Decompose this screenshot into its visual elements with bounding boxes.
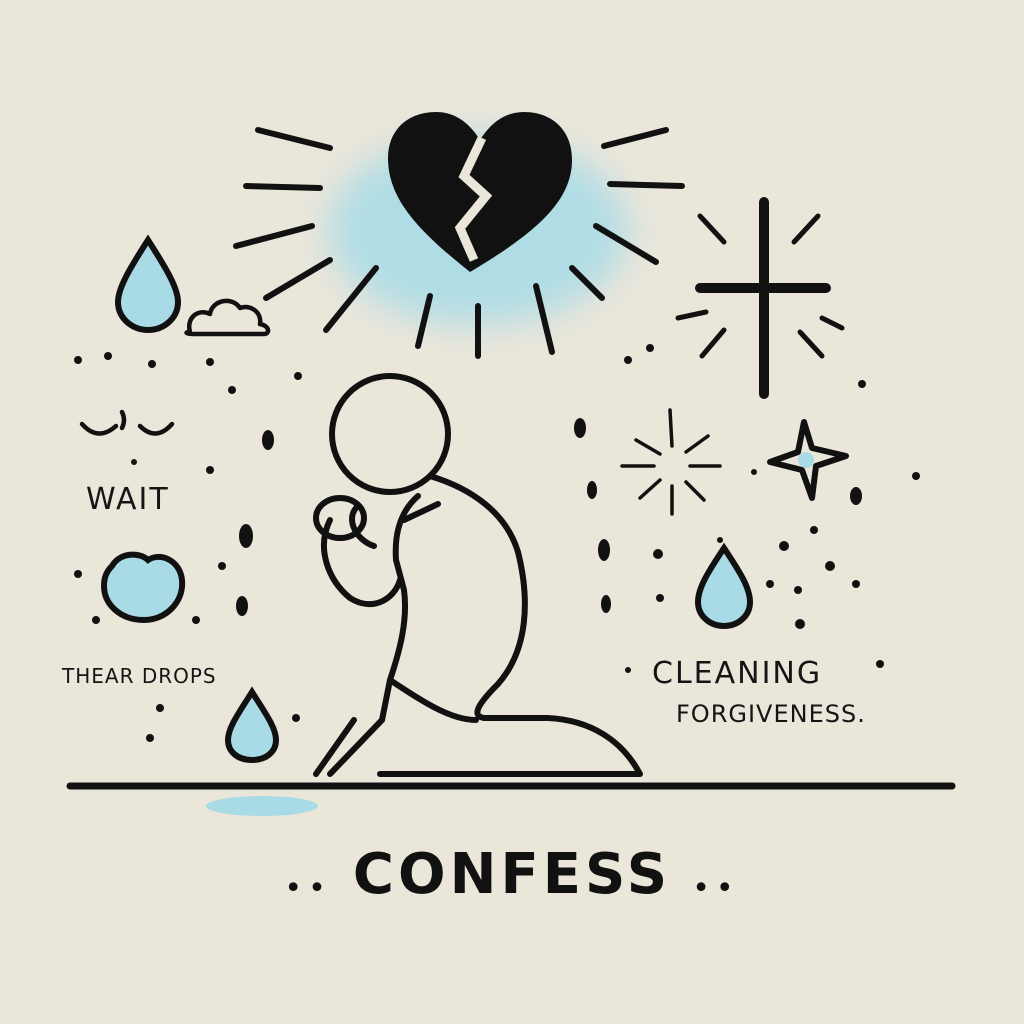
ground-line bbox=[70, 786, 952, 816]
tear-drop-icon bbox=[118, 240, 178, 330]
sparkle-star-icon bbox=[770, 422, 846, 498]
page-title: CONFESS bbox=[352, 842, 672, 907]
title-decor-left: •• bbox=[284, 871, 332, 906]
burst-icon bbox=[622, 410, 720, 514]
cross-icon bbox=[678, 202, 842, 394]
praying-kneeling-figure bbox=[316, 376, 640, 774]
tear-drop-icon bbox=[228, 692, 276, 760]
tear-blob-icon bbox=[104, 555, 182, 620]
label-cleaning: CLEANING bbox=[652, 656, 823, 691]
cloud-icon bbox=[187, 301, 269, 334]
label-forgiveness: FORGIVENESS. bbox=[676, 700, 866, 728]
closed-eyes-icon bbox=[82, 412, 172, 434]
title-block bbox=[0, 842, 1024, 907]
tear-drop-icon bbox=[698, 548, 750, 626]
title-decor-right: •• bbox=[692, 871, 740, 906]
label-tear-drops: THEAR DROPS bbox=[62, 664, 217, 688]
label-wait: WAIT bbox=[86, 482, 170, 517]
